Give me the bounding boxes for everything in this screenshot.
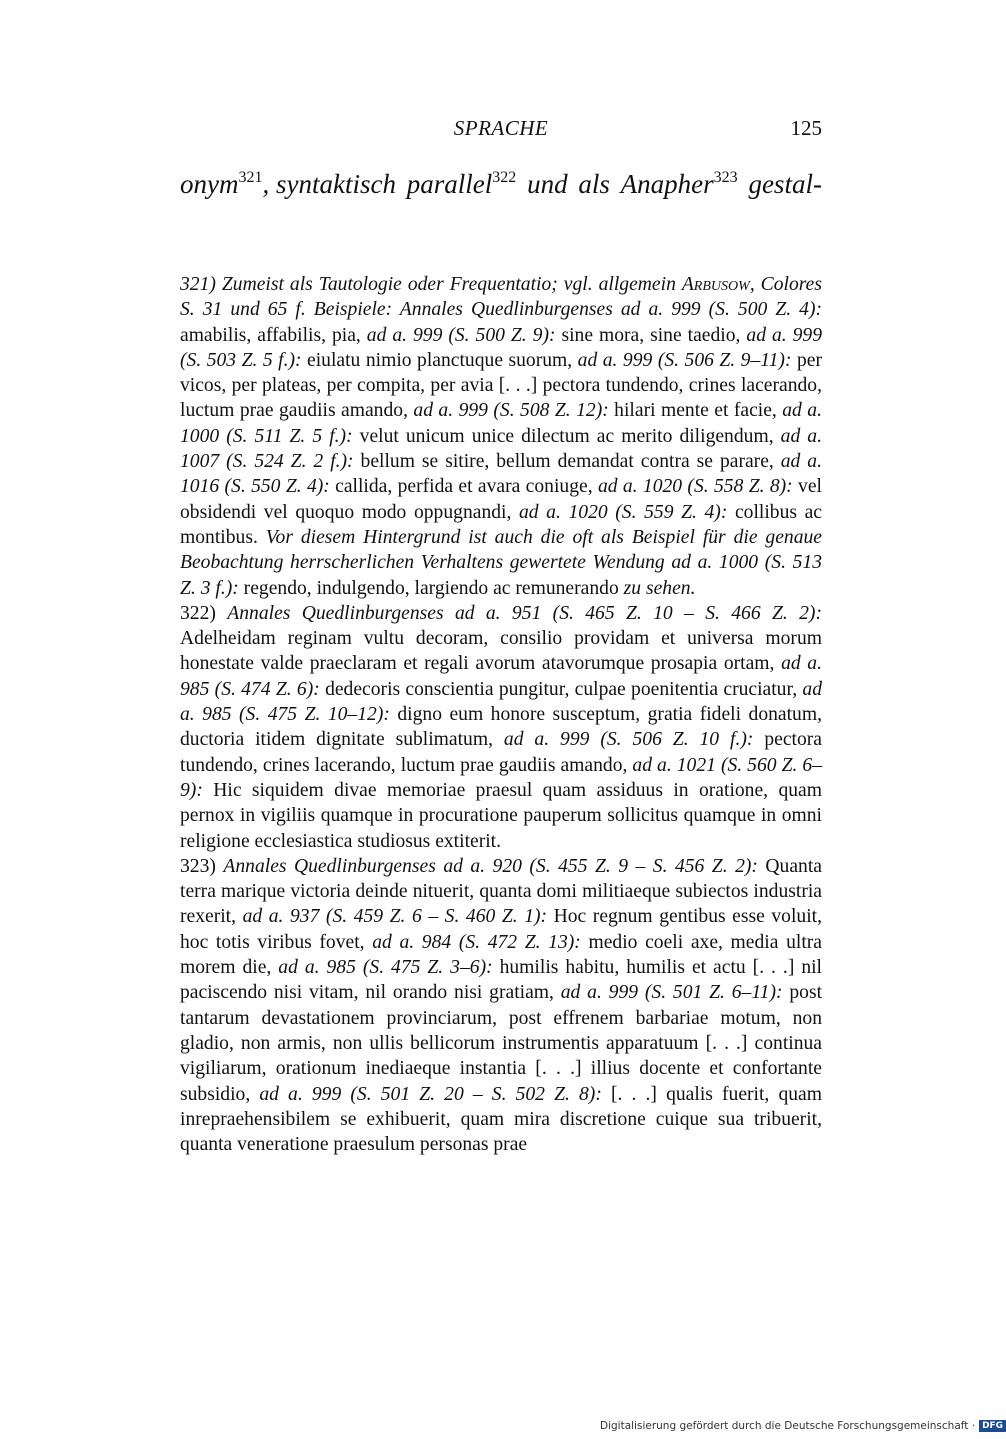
author-name: Arbusow — [681, 274, 750, 295]
body-word: Anapher$^{323}$ — [620, 169, 738, 199]
running-title: SPRACHE — [453, 116, 549, 140]
dfg-logo-icon: DFG — [979, 1420, 1006, 1432]
body-text-line — [180, 166, 822, 202]
footnote-323: 323) Annales Quedlinburgenses ad a. 920 (S. 455 Z. 9 – S. 456 Z. 2): Quanta terra marique victoria deinde nituerit, quanta domi militiaeque subiectos industria rexerit, ad a. 937 (S. 459 Z. 6 – S. 460 Z. 1): Hoc regnum gentibus esse voluit, hoc totis viribus fovet, ad a. 984 (S. 472 Z. 13): medio coeli axe, media ultra morem die, ad a. 985 (S. 475 Z. 3–6): humilis habitu, humilis et actu [. . .] nil paciscendo nisi vitam, nil orando nisi gratiam, ad a. 999 (S. 501 Z. 6–11): post tantarum devastationem provinciarum, post effrenem barbariae motum, non gladio, non armis, non ullis bellicorum instrumentis apparatuum [. . .] continua vigiliarum, orationum inediaeque instantia [. . .] illius docente et confortante subsidio, ad a. 999 (S. 501 Z. 20 – S. 502 Z. 8): [. . .] qualis fuerit, quam inrepraehensibilem se exhibuerit, quam mira discretione cuique sua tribuerit, quanta veneratione praesulum personas prae — [180, 855, 823, 1156]
footnote-ref-321[interactable]: 321 — [238, 169, 263, 186]
body-word: gestal- — [748, 169, 822, 199]
body-word: als — [578, 169, 610, 199]
footnotes — [180, 272, 822, 1157]
footnote-322: 322) Annales Quedlinburgenses ad a. 951 (S. 465 Z. 10 – S. 466 Z. 2): Adelheidam reginam vultu decoram, consilio providam et universa morum honestate valde praeclaram et regali avorum atavorumque prosapia ortam, ad a. 985 (S. 474 Z. 6): dedecoris conscientia pungitur, culpae poenitentia cruciatur, ad a. 985 (S. 475 Z. 10–12): digno eum honore susceptum, gratia fideli donatum, ductoria itidem dignitate sublimatum, ad a. 999 (S. 506 Z. 10 f.): pectora tundendo, crines lacerando, luctum prae gaudiis amando, ad a. 1021 (S. 560 Z. 6–9): Hic siquidem divae memoriae praesul quam assiduus in oratione, quam pernox in vigiliis quamque in procuratione pauperum sollicitus quamque in omni religione ecclesiastica studiosus extiterit. — [180, 602, 822, 852]
footnote-ref-322[interactable]: 322 — [492, 169, 517, 186]
body-word: und — [527, 169, 568, 199]
funding-notice: Digitalisierung gefördert durch die Deutsche Forschungsgemeinschaft · — [600, 1420, 976, 1432]
footnote-321: 321) Zumeist als Tautologie oder Frequentatio; vgl. allgemein Arbusow, Colores S. 31 und 65 f. Beispiele: Annales Quedlinburgenses ad a. 999 (S. 500 Z. 4): amabilis, affabilis, pia, ad a. 999 (S. 500 Z. 9): sine mora, sine taedio, ad a. 999 (S. 503 Z. 5 f.): eiulatu nimio planctuque suorum, ad a. 999 (S. 506 Z. 9–11): per vicos, per plateas, per compita, per avia [. . .] pectora tundendo, crines lacerando, luctum prae gaudiis amando, ad a. 999 (S. 508 Z. 12): hilari mente et facie, ad a. 1000 (S. 511 Z. 5 f.): velut unicum unice dilectum ac merito diligendum, ad a. 1007 (S. 524 Z. 2 f.): bellum se sitire, bellum demandat contra se parare, ad a. 1016 (S. 550 Z. 4): callida, perfida et avara coniuge, ad a. 1020 (S. 558 Z. 8): vel obsidendi vel quoquo modo oppugnandi, ad a. 1020 (S. 559 Z. 4): collibus ac montibus. Vor diesem Hintergrund ist auch die oft als Beispiel für die genaue Beobachtung herrscherlichen Verhaltens gewertete Wendung ad a. 1000 (S. 513 Z. 3 f.): regendo, indulgendo, largiendo ac remunerando zu sehen. — [180, 274, 823, 599]
body-word: onym$^{321}$, syntaktisch — [180, 169, 396, 199]
footnote-ref-323[interactable]: 323 — [713, 169, 738, 186]
page-number: 125 — [790, 116, 822, 140]
body-word: parallel$^{322}$ — [406, 169, 517, 199]
digitization-footer — [600, 1419, 1006, 1433]
